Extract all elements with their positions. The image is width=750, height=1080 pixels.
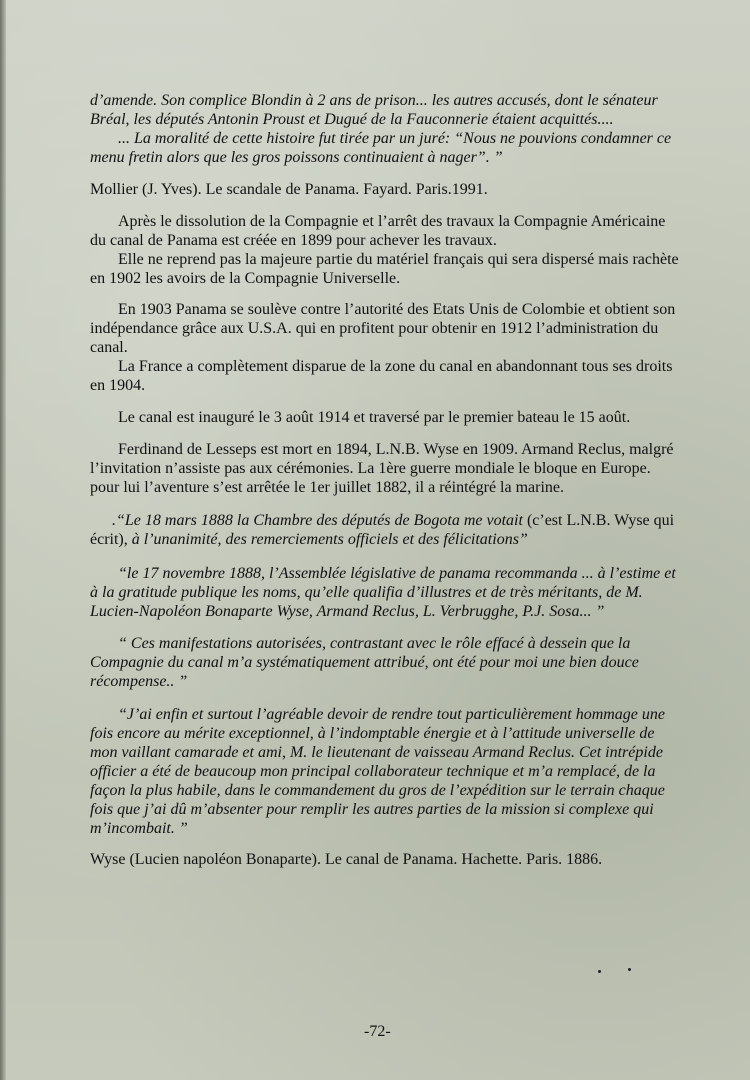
quote2-line (112, 511, 674, 530)
quote5-line: officier a été de beaucoup mon principal collaborateur technique et m’a remplacé, de la (90, 763, 656, 780)
para1-line: Elle ne reprend pas la majeure partie du matériel français qui sera dispersé mais rachète (118, 251, 679, 268)
para1-line: en 1902 les avoirs de la Compagnie Universelle. (90, 270, 401, 287)
citation-wyse: Wyse (Lucien napoléon Bonaparte). Le canal de Panama. Hachette. Paris. 1886. (90, 851, 603, 868)
para2-line: en 1904. (90, 377, 146, 394)
quote1-line: Bréal, les députés Antonin Proust et Dugué de la Fauconnerie étaient acquittés.... (90, 111, 614, 128)
page-number: -72- (364, 1023, 391, 1040)
quote5-line: fois encore au mérite exceptionnel, à l’indomptable énergie et à l’attitude universelle de (90, 725, 655, 742)
para1-line: du canal de Panama est créée en 1899 pour achever les travaux. (90, 232, 497, 249)
quote1-line: d’amende. Son complice Blondin à 2 ans de prison... les autres accusés, dont le sénateur (90, 92, 658, 109)
quote1-line: menu fretin alors que les gros poissons continuaient à nager”. ” (90, 149, 503, 166)
para3-line: Le canal est inauguré le 3 août 1914 et traversé par le premier bateau le 15 août. (118, 409, 631, 426)
quote3-line: “le 17 novembre 1888, l’Assemblée législative de panama recommanda ... à l’estime et (118, 565, 676, 582)
quote4-line: “ Ces manifestations autorisées, contrastant avec le rôle effacé à dessein que la (118, 635, 631, 652)
citation-mollier: Mollier (J. Yves). Le scandale de Panama. Fayard. Paris.1991. (90, 181, 488, 198)
quote4-line: récompense.. ” (90, 673, 188, 690)
para1-line: Après le dissolution de la Compagnie et l’arrêt des travaux la Compagnie Américaine (118, 213, 666, 230)
para2-line: En 1903 Panama se soulève contre l’autorité des Etats Unis de Colombie et obtient son (118, 301, 676, 318)
quote2-roman-part: (c’est L.N.B. Wyse qui (526, 512, 675, 529)
quote2-italic-part: .“Le 18 mars 1888 la Chambre des députés de Bogota me votait (112, 512, 527, 529)
page-edge (0, 0, 6, 1080)
scan-speck (628, 968, 631, 971)
para2-line: canal. (90, 339, 128, 356)
quote5-line: fois que j’ai dû m’absenter pour remplir les autres parties de la mission si complexe qui (90, 801, 654, 818)
quote5-line: “J’ai enfin et surtout l’agréable devoir de rendre tout particulièrement hommage une (118, 706, 665, 723)
quote3-line: à la gratitude publique les noms, qu’elle qualifia d’illustres et de très méritants, de M. (90, 584, 643, 601)
quote5-line: façon la plus habile, dans le commandement du gros de l’expédition sur le terrain chaque (90, 782, 665, 799)
para4-line: pour lui l’aventure s’est arrêtée le 1er juillet 1882, il a réintégré la marine. (90, 479, 565, 496)
quote2-italic-part: à l’unanimité, des remerciements officiels et des félicitations” (131, 531, 528, 548)
scan-speck (598, 970, 601, 973)
quote2-roman-part: écrit), (90, 531, 132, 548)
quote4-line: Compagnie du canal m’a systématiquement attribué, ont été pour moi une bien douce (90, 654, 639, 671)
para4-line: Ferdinand de Lesseps est mort en 1894, L.N.B. Wyse en 1909. Armand Reclus, malgré (118, 441, 674, 458)
quote3-line: Lucien-Napoléon Bonaparte Wyse, Armand Reclus, L. Verbrugghe, P.J. Sosa... ” (90, 603, 605, 620)
quote1-line: ... La moralité de cette histoire fut tirée par un juré: “Nous ne pouvions condamner ce (118, 130, 672, 147)
para4-line: l’invitation n’assiste pas aux cérémonies. La 1ère guerre mondiale le bloque en Europe. (90, 460, 651, 477)
para2-line: La France a complètement disparue de la zone du canal en abandonnant tous ses droits (118, 358, 673, 375)
para2-line: indépendance grâce aux U.S.A. qui en profitent pour obtenir en 1912 l’administration du (90, 320, 659, 337)
quote5-line: mon vaillant camarade et ami, M. le lieutenant de vaisseau Armand Reclus. Cet intrépide (90, 744, 663, 761)
quote2-line (90, 530, 528, 549)
quote5-line: m’incombait. ” (90, 820, 188, 837)
